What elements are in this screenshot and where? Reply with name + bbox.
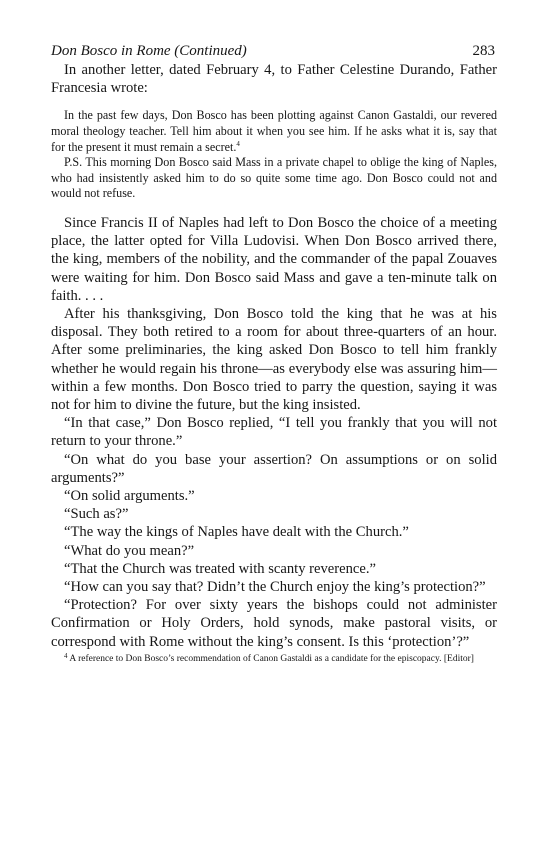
footnote-reference: 4 [236,139,240,148]
letter-paragraph-text: In the past few days, Don Bosco has been plotting against Canon Gastaldi, our revered moral theology teacher. Tell him about it when you see him. If he asks what it is, say that for the present it must remain a secret. [51,108,497,154]
letter-postscript: P.S. This morning Don Bosco said Mass in a private chapel to oblige the king of Naples, who had insistently asked him to do so quite some time ago. Don Bosco could not and would not refuse. [51,155,497,201]
book-page [51,42,497,665]
dialogue-line: “What do you mean?” [64,542,195,559]
dialogue-line: “Protection? For over sixty years the bishops could not administer Confirmation or Holy Orders, hold synods, make pastoral visits, or correspond with Rome without the king’s consent. Is this ‘protection’?” [51,597,497,650]
footnote-marker: 4 [64,651,68,660]
dialogue-line: “How can you say that? Didn’t the Church enjoy the king’s protection?” [64,579,486,596]
dialogue-line: “That the Church was treated with scanty reverence.” [64,560,376,577]
body-paragraph: Since Francis II of Naples had left to Don Bosco the choice of a meeting place, the latter opted for Villa Ludovisi. When Don Bosco arrived there, the king, members of the nobility, and the commander of the papal Zouaves were waiting for him. Don Bosco said Mass and gave a ten-minute talk on faith. . . . [51,214,497,304]
narrative-text [51,214,497,651]
intro-paragraph: In another letter, dated February 4, to Father Celestine Durando, Father Francesia wrote: [51,62,497,97]
dialogue-line: “In that case,” Don Bosco replied, “I tell you frankly that you will not return to your throne.” [51,415,497,450]
letter-block-quote [51,108,497,202]
letter-paragraph [51,108,497,155]
footnote-text: A reference to Don Bosco’s recommendation of Canon Gastaldi as a candidate for the episcopacy. [Editor] [69,653,474,664]
running-title: Don Bosco in Rome (Continued) [51,43,247,59]
page-number: 283 [472,43,495,59]
dialogue-line: “On solid arguments.” [64,488,195,505]
running-head [51,42,497,61]
dialogue-line: “The way the kings of Naples have dealt with the Church.” [64,524,409,541]
dialogue-line: “On what do you base your assertion? On assumptions or on solid arguments?” [51,451,497,486]
body-text [51,61,497,97]
footnote [51,653,497,665]
body-paragraph: After his thanksgiving, Don Bosco told the king that he was at his disposal. They both retired to a room for about three-quarters of an hour. After some preliminaries, the king asked Don Bosco to tell him frankly whether he would regain his throne—as everybody else was assuring him—within a few months. Don Bosco tried to parry the question, saying it was not for him to divine the future, but the king insisted. [51,305,497,413]
dialogue-line: “Such as?” [64,506,129,523]
